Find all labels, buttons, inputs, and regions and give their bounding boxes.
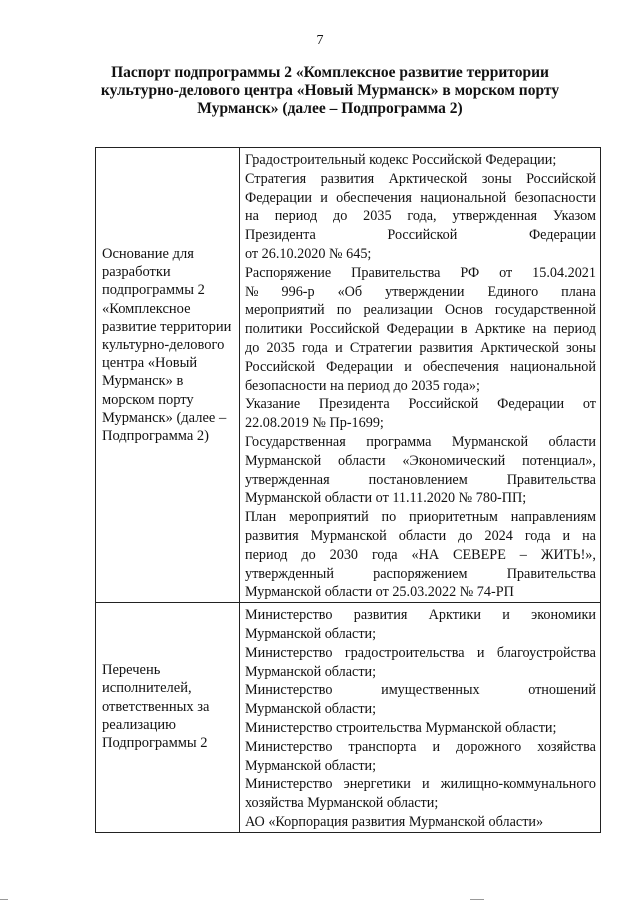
row-label — [96, 603, 239, 752]
scan-edge-mark — [0, 899, 8, 900]
label-line: Перечень — [102, 662, 161, 679]
label-line: культурно-делового — [102, 337, 225, 354]
label-line: подпрограммы 2 — [102, 282, 205, 299]
content-line: до 2035 года и Стратегии развития Арктической зоны — [245, 339, 596, 356]
row-content-cell — [240, 148, 601, 603]
page-number: 7 — [316, 33, 324, 48]
content-line: утвержденная постановлением Правительства — [245, 471, 596, 488]
content-line: период до 2030 года «НА СЕВЕРЕ – ЖИТЬ!», — [245, 546, 596, 563]
label-line: исполнителей, — [102, 680, 192, 697]
label-line: морском порту — [102, 391, 194, 408]
document-title — [100, 64, 560, 118]
content-line: хозяйства Мурманской области; — [245, 795, 439, 812]
label-line: центра «Новый — [102, 355, 198, 372]
label-line: Мурманск» (далее – — [102, 409, 227, 426]
content-line: Мурманской области; — [245, 757, 377, 774]
content-line: Президента Российской Федерации — [245, 227, 596, 244]
content-line: Стратегия развития Арктической зоны Российской — [245, 170, 596, 187]
passport-table — [95, 147, 601, 833]
content-line: мероприятий по реализации Основ государственной — [245, 302, 596, 319]
content-line: Мурманской области от 11.11.2020 № 780-ПП; — [245, 490, 527, 507]
content-line: План мероприятий по приоритетным направлениям — [245, 509, 596, 526]
content-line: политики Российской Федерации в Арктике на период — [245, 321, 596, 338]
content-line: Указание Президента Российской Федерации от — [245, 396, 596, 413]
content-line: Мурманской области от 25.03.2022 № 74-РП — [245, 584, 514, 601]
label-line: ответственных за — [102, 698, 210, 715]
content-line: Министерство транспорта и дорожного хозяйства — [245, 738, 596, 755]
content-line: Федерации и обеспечения национальной безопасности — [245, 189, 596, 206]
content-line: Распоряжение Правительства РФ от 15.04.2021 — [245, 264, 596, 281]
row-content-cell — [240, 603, 601, 833]
content-line: Министерство развития Арктики и экономики — [245, 607, 596, 624]
title-line: Паспорт подпрограммы 2 «Комплексное развитие территории — [111, 64, 549, 81]
content-line: Мурманской области; — [245, 663, 377, 680]
content-line: безопасности на период до 2035 года»; — [245, 377, 480, 394]
row-label-cell — [96, 603, 240, 833]
content-line: развития Мурманской области до 2024 года и на — [245, 527, 596, 544]
label-line: Подпрограммы 2 — [102, 734, 208, 751]
row-content — [240, 603, 600, 832]
content-line: Мурманской области; — [245, 625, 377, 642]
content-line: Государственная программа Мурманской области — [245, 433, 596, 450]
title-line: Мурманск» (далее – Подпрограмма 2) — [197, 100, 463, 117]
content-line: на период до 2035 года, утвержденная Указом — [245, 208, 596, 225]
content-line: Министерство энергетики и жилищно-коммунального — [245, 776, 596, 793]
row-content — [240, 148, 600, 602]
content-line: Министерство градостроительства и благоустройства — [245, 644, 596, 661]
label-line: разработки — [102, 264, 171, 281]
label-line: Основание для — [102, 246, 194, 262]
content-line: Мурманской области; — [245, 701, 377, 718]
content-line: от 26.10.2020 № 645; — [245, 245, 372, 262]
content-line: Российской Федерации и обеспечения национальной — [245, 358, 596, 375]
label-line: «Комплексное — [102, 300, 191, 317]
table-row-basis — [96, 148, 601, 603]
title-line: культурно-делового центра «Новый Мурманск» в морском порту — [100, 82, 560, 99]
content-line: Мурманской области «Экономический потенциал», — [245, 452, 596, 469]
label-line: развитие территории — [102, 318, 232, 335]
content-line: Министерство строительства Мурманской области; — [245, 719, 557, 736]
content-line: № 996-р «Об утверждении Единого плана — [245, 283, 596, 300]
content-line: АО «Корпорация развития Мурманской области» — [245, 813, 544, 830]
row-label — [96, 148, 239, 445]
label-line: Мурманск» в — [102, 373, 184, 390]
row-label-cell — [96, 148, 240, 603]
scan-edge-mark — [470, 899, 484, 900]
label-line: Подпрограмма 2) — [102, 428, 209, 445]
content-line: Градостроительный кодекс Российской Федерации; — [245, 152, 557, 168]
content-line: 22.08.2019 № Пр-1699; — [245, 415, 384, 432]
content-line: Министерство имущественных отношений — [245, 682, 596, 699]
table-row-executors — [96, 603, 601, 833]
label-line: реализацию — [102, 716, 176, 733]
content-line: утвержденный распоряжением Правительства — [245, 565, 596, 582]
